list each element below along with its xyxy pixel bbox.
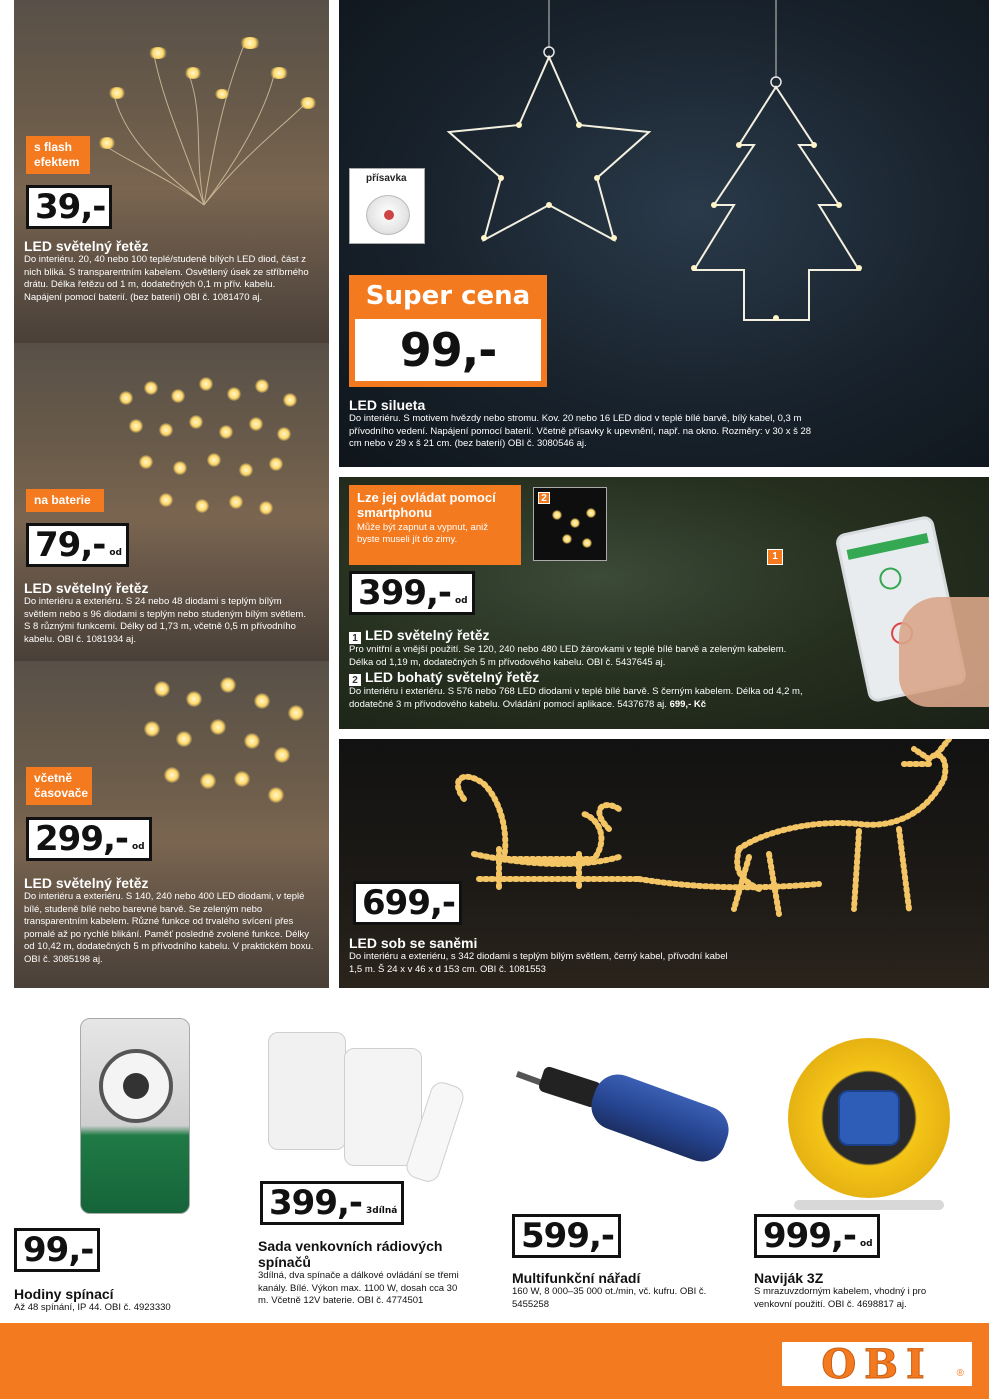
badge-2-inline: 2	[349, 674, 361, 686]
obi-logo-text: OBI	[821, 1340, 933, 1388]
product-title-1-text: LED světelný řetěz	[365, 627, 490, 643]
fairy-lights-image	[94, 25, 324, 215]
price-value: 399,-	[358, 573, 451, 613]
price-tag	[355, 319, 541, 381]
green-led-chain-image	[99, 371, 319, 561]
price-tag	[260, 1181, 404, 1225]
price-suffix: od	[132, 842, 145, 852]
price-suffix: 3dílná	[366, 1206, 398, 1216]
smart-tag-title: Lze jej ovládat pomocí smartphonu	[357, 490, 496, 520]
product-description-2-wrap	[349, 686, 809, 711]
inset-label: přísavka	[366, 173, 407, 184]
badge-1-inline: 1	[349, 632, 361, 644]
product-description: 160 W, 8 000–35 000 ot./min, vč. kufru. OBI č. 5455258	[512, 1286, 707, 1310]
product-description: Do interiéru a exteriéru. S 140, 240 nebo 400 LED diodami, v teplé bílé, studeně bílé nebo barevné barvě. Se zeleným nebo transparentním kabelem. Různé funkce od trvalého svícení přes pomalé až po rychlé blikání. Paměť posledně zvolené funkce. Délky od 10,42 m, dodatečných 5 m přívodního kabelu. V praktickém boxu. OBI č. 3085198 aj.	[24, 891, 314, 965]
product-title-2-text: LED bohatý světelný řetěz	[365, 669, 540, 685]
price-suffix: od	[860, 1239, 873, 1249]
price-value: 699,-	[362, 883, 455, 923]
panel-smart-chain	[339, 477, 989, 729]
inset-chain-2	[533, 487, 607, 561]
timer-switch-image	[80, 1018, 190, 1214]
hand-image	[899, 597, 989, 707]
panel-led-chain-3	[14, 661, 329, 988]
suction-cup-inset	[349, 168, 425, 244]
tag-timer: včetně časovače	[26, 767, 92, 805]
price-value: 99,-	[23, 1230, 94, 1270]
smart-tag	[349, 485, 521, 565]
tag-flash-effect: s flash efektem	[26, 136, 90, 174]
price-tag	[26, 523, 129, 567]
product-description: S mrazuvzdorným kabelem, vhodný i pro venkovní použití. OBI č. 4698817 aj.	[754, 1286, 927, 1310]
price-tag	[349, 571, 475, 615]
product-remote-switches	[258, 1010, 498, 1320]
product-title: LED sob se saněmi	[349, 935, 478, 951]
price-value: 399,-	[269, 1183, 362, 1223]
price-tag	[14, 1228, 100, 1272]
price-value: 39,-	[35, 187, 106, 227]
suction-cup-icon	[366, 195, 410, 235]
product-title-1	[349, 627, 809, 644]
product-title: LED světelný řetěz	[24, 238, 149, 254]
price-value: 599,-	[521, 1216, 614, 1256]
product-title: LED světelný řetěz	[24, 875, 149, 891]
price-value: 99,-	[399, 323, 497, 377]
footer-bar	[0, 1323, 989, 1399]
panel-led-chain-1	[14, 0, 329, 343]
product-multitool	[510, 1010, 750, 1320]
remote-switches-image	[258, 1020, 488, 1185]
badge-2: 2	[538, 492, 550, 504]
badge-1: 1	[767, 549, 783, 565]
fairy-lights-wires-icon	[94, 25, 324, 215]
product-description: Do interiéru a exteriéru. S 24 nebo 48 diodami s teplým bílým světlem nebo s 96 diodami s teplým nebo studeným bílým světlem. S 8 různými funkcemi. Délky od 1,73 m, včetně 0,5 m přívodního kabelu. OBI č. 1081934 aj.	[24, 596, 306, 645]
price-tag	[754, 1214, 880, 1258]
super-price-box	[349, 275, 547, 387]
price-tag	[26, 817, 152, 861]
product-cable-reel	[754, 1010, 984, 1320]
price-value: 999,-	[763, 1216, 856, 1256]
product-description: Do interiéru. 20, 40 nebo 100 teplé/studeně bílých LED diod, část z nich bliká. S transparentním kabelem. Osvětlený úsek ze stříbrného drátu. Délka řetězu od 1 m, dodatečných 0,1 m přív. kabelu. Napájení pomocí baterií. (bez baterií) OBI č. 1081470 aj.	[24, 254, 309, 303]
panel-led-chain-2	[14, 343, 329, 661]
obi-logo[interactable]	[779, 1339, 975, 1389]
product-description: Do interiéru. S motivem hvězdy nebo stromu. Kov. 20 nebo 16 LED diod v teplé bílé barvě, bílý kabel, 0,3 m přívodního vedení. Napájení pomocí baterií. Včetně přísavky k upevnění, např. na okno. Rozměry: v 30 x š 28 cm nebo v 29 x š 21 cm. (bez baterií) OBI č. 3080546 aj.	[349, 413, 812, 449]
product-description: Do interiéru a exteriéru, s 342 diodami s teplým bílým světlem, černý kabel, přívodní kabel 1,5 m. Š 24 x v 46 x d 153 cm. OBI č. 1081553	[349, 951, 728, 975]
product-description: 3dílná, dva spínače a dálkové ovládání se třemi kanály. Bílé. Výkon max. 1100 W, dosah cca 30 m. Včetně 12V baterie. OBI č. 4774501	[258, 1270, 459, 1306]
rotary-tool-image	[510, 1050, 750, 1190]
product-description-2-price: 699,- Kč	[669, 698, 707, 710]
price-value: 299,-	[35, 819, 128, 859]
product-description: Až 48 spínání, IP 44. OBI č. 4923330	[14, 1302, 171, 1313]
tag-battery: na baterie	[26, 489, 104, 512]
registered-mark: ®	[956, 1368, 964, 1379]
warm-led-chain-image	[124, 671, 324, 831]
super-cena-label: Super cena	[365, 281, 531, 311]
price-suffix: od	[455, 596, 468, 606]
product-title: LED světelný řetěz	[24, 580, 149, 596]
product-title: LED silueta	[349, 397, 426, 413]
price-tag	[512, 1214, 621, 1258]
product-timer	[14, 1010, 244, 1320]
price-tag	[26, 185, 112, 229]
panel-led-silueta	[339, 0, 989, 467]
panel-sleigh	[339, 739, 989, 988]
product-description-1: Pro vnitřní a vnější použití. Se 120, 240 nebo 480 LED žárovkami v teplé bílé barvě a zeleným kabelem. Délka od 1,19 m, dodatečných 5 m přívodového kabelu. OBI č. 5437645 aj.	[349, 644, 787, 668]
product-title: Hodiny spínací	[14, 1286, 114, 1302]
product-title: Sada venkovních rádiových spínačů	[258, 1238, 443, 1270]
cable-reel-image	[784, 1018, 954, 1218]
product-title: Naviják 3Z	[754, 1270, 824, 1286]
price-suffix: od	[109, 548, 122, 558]
price-value: 79,-	[35, 525, 106, 565]
product-title: Multifunkční nářadí	[512, 1270, 641, 1286]
price-tag	[353, 881, 462, 925]
smart-tag-text: Může být zapnut a vypnut, aniž byste museli jít do zimy.	[357, 522, 488, 545]
product-description-2: Do interiéru i exteriéru. S 576 nebo 768 LED diodami v teplé bílé barvě. S černým kabelem. Délka od 4,2 m, dodatečné 3 m přívodového kabelu. Ovládání pomocí aplikace. 5437678 aj.	[349, 686, 803, 710]
product-title-2	[349, 669, 809, 686]
